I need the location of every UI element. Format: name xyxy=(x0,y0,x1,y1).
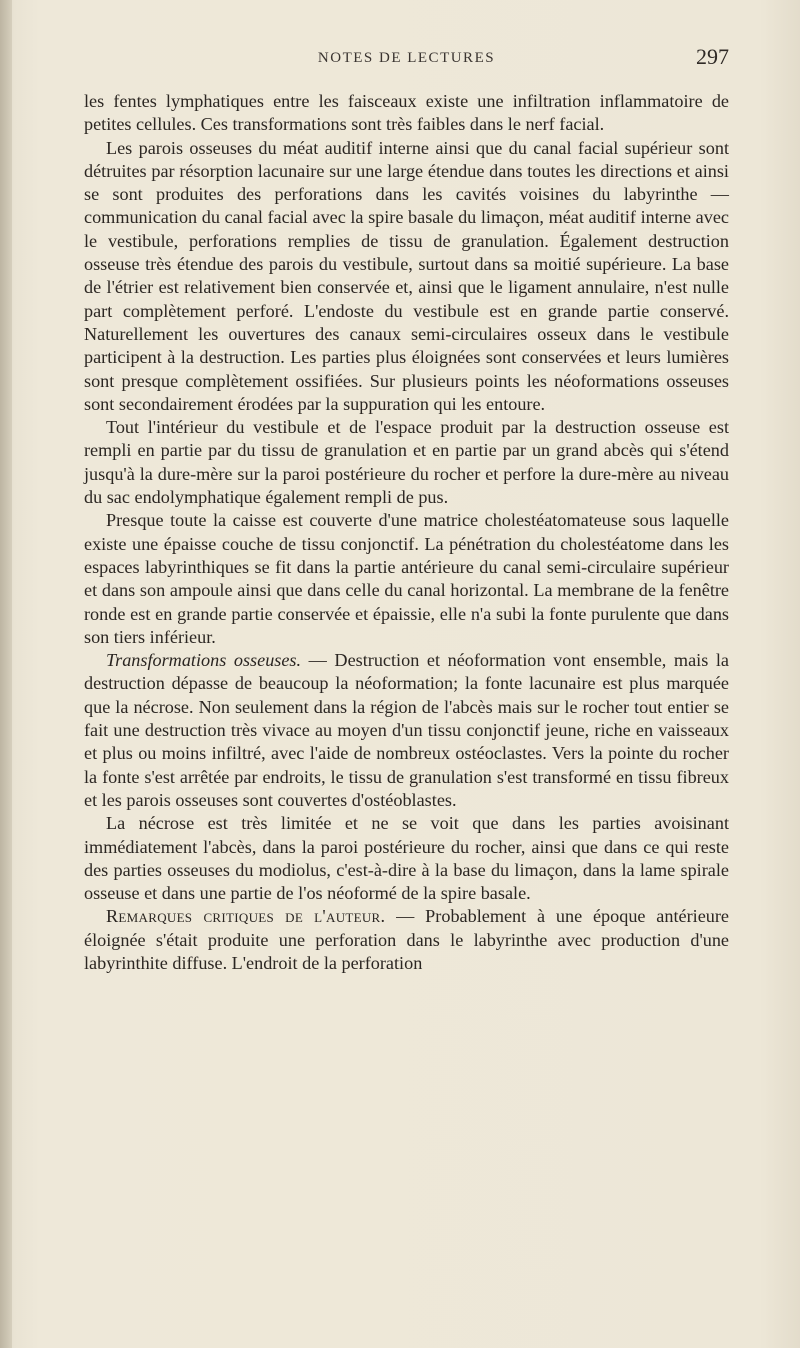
page-binding-edge xyxy=(0,0,12,1348)
paragraph-5 xyxy=(84,649,729,812)
paragraph-2 xyxy=(84,137,729,417)
paragraph-4-text: Presque toute la caisse est couverte d'une matrice cholestéatomateuse sous laquelle existe une épaisse couche de tissu conjonctif. La pénétration du cholestéatome dans les espaces labyrinthiques se fit dans la partie antérieure du canal semi-circulaire supérieur et dans son ampoule ainsi que dans celle du canal horizontal. La membrane de la fenêtre ronde est en grande partie conservée et épaissie, elle n'a subi la fonte purulente que dans son tiers inférieur. xyxy=(84,510,729,647)
paragraph-6 xyxy=(84,812,729,905)
paragraph-6-text: La nécrose est très limitée et ne se voit que dans les parties avoisinant immédiatement l'abcès, dans la paroi postérieure du rocher, ainsi que dans ce qui reste des parties osseuses du modiolus, c'est-à-dire à la base du limaçon, dans la lame spirale osseuse et dans une partie de l'os néoformé de la spire basale. xyxy=(84,813,729,904)
running-title: NOTES DE LECTURES xyxy=(317,50,496,66)
page-number: 297 xyxy=(696,44,729,69)
paragraph-3-text: Tout l'intérieur du vestibule et de l'espace produit par la destruction osseuse est rempli en partie par du tissu de granulation et en partie par un grand abcès qui s'étend jusqu'à la dure-mère sur la paroi postérieure du rocher et perfore la dure-mère au niveau du sac endolymphatique également rempli de pus. xyxy=(84,417,729,508)
paragraph-1-text: les fentes lymphatiques entre les faisceaux existe une infiltration inflammatoire de petites cellules. Ces transformations sont très faibles dans le nerf facial. xyxy=(84,91,729,135)
body-text xyxy=(84,90,729,975)
paragraph-4 xyxy=(84,509,729,649)
paragraph-1 xyxy=(84,90,729,137)
paragraph-7 xyxy=(84,905,729,975)
page-header xyxy=(84,44,729,74)
paragraph-3 xyxy=(84,416,729,509)
section-heading-transformations: Transformations osseuses. xyxy=(106,650,302,671)
section-heading-remarques: Remarques critiques de l'auteur. xyxy=(106,906,386,927)
paragraph-7-text: — Probablement à une époque antérieure éloignée s'était produite une perforation dans le labyrinthe avec production d'une labyrinthite diffuse. L'endroit de la perforation xyxy=(84,906,729,973)
paragraph-5-text: — Destruction et néoformation vont ensemble, mais la destruction dépasse de beaucoup la néoformation; la fonte lacunaire est plus marquée que la nécrose. Non seulement dans la région de l'abcès mais sur le rocher tout entier se fait une destruction très vivace au moyen d'un tissu conjonctif jeune, riche en vaisseaux et plus ou moins infiltré, avec l'aide de nombreux ostéoclastes. Vers la pointe du rocher la fonte s'est arrêtée par endroits, le tissu de granulation s'est transformé en tissu fibreux et les parois osseuses sont couvertes d'ostéoblastes. xyxy=(84,650,729,810)
paragraph-2-text: Les parois osseuses du méat auditif interne ainsi que du canal facial supérieur sont détruites par résorption lacunaire sur une large étendue dans toutes les directions et ainsi se sont produites des perforations dans les cavités voisines du labyrinthe — communication du canal facial avec la spire basale du limaçon, méat auditif interne avec le vestibule, perforations remplies de tissu de granulation. Également destruction osseuse très étendue des parois du vestibule, surtout dans sa moitié supérieure. La base de l'étrier est relativement bien conservée et, ainsi que le ligament annulaire, n'est nulle part complètement perforé. L'endoste du vestibule est en grande partie conservé. Naturellement les ouvertures des canaux semi-circulaires osseux dans le vestibule participent à la destruction. Les parties plus éloignées sont conservées et leurs lumières sont presque complètement ossifiées. Sur plusieurs points les néoformations osseuses sont secondairement érodées par la suppuration qui les entoure. xyxy=(84,137,729,414)
